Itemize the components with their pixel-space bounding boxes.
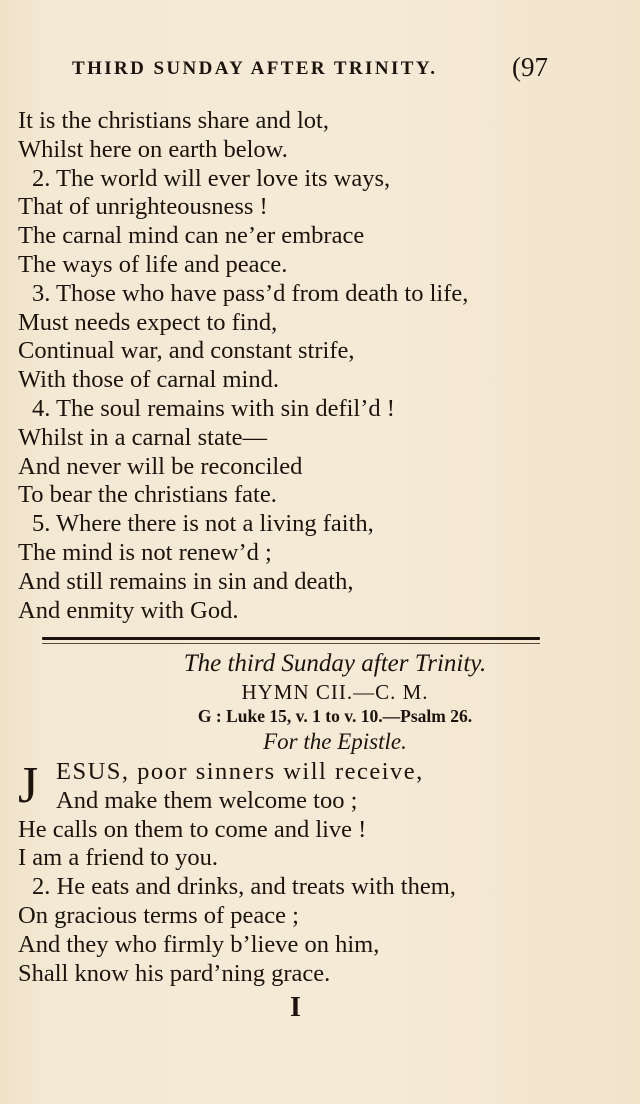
second-line: And make them welcome too ;: [56, 786, 358, 814]
section-heading: [0, 648, 640, 756]
verse-line: The carnal mind can ne’er embrace: [18, 222, 365, 250]
hymn-line: I am a friend to you.: [18, 844, 219, 872]
first-line-rest: ESUS, poor sinners will receive,: [56, 758, 424, 785]
hymn-verses-continued: [18, 107, 618, 625]
verse-line: Continual war, and constant strife,: [18, 337, 355, 365]
hymn-number-title: HYMN CII.—C. M.: [241, 680, 429, 704]
verse-line: Must needs expect to find,: [18, 308, 278, 336]
verse-line: That of unrighteousness !: [18, 193, 268, 221]
verse-line: It is the christians share and lot,: [18, 107, 329, 134]
section-divider-rule: [42, 637, 540, 640]
running-title: THIRD SUNDAY AFTER TRINITY.: [72, 58, 438, 79]
verse-line: To bear the christians fate.: [18, 481, 277, 509]
drop-cap: J: [18, 757, 39, 814]
verse-line: The ways of life and peace.: [18, 250, 288, 278]
verse-line: 3. Those who have pass’d from death to life,: [32, 279, 469, 307]
verse-line: 2. The world will ever love its ways,: [32, 164, 391, 192]
verse-line: 5. Where there is not a living faith,: [32, 510, 374, 538]
page-number: (97: [512, 52, 548, 82]
catchword-signature: I: [290, 992, 301, 1023]
epistle-heading: For the Epistle.: [263, 729, 407, 754]
gospel-reference: G : Luke 15, v. 1 to v. 10.—Psalm 26.: [197, 706, 473, 726]
opening-lines: [18, 758, 618, 816]
hymn-line: On gracious terms of peace ;: [18, 901, 299, 929]
verse-line: And still remains in sin and death,: [18, 567, 354, 595]
hymn-line: And they who firmly b’lieve on him,: [18, 930, 380, 958]
verse-line: And never will be reconciled: [18, 452, 303, 480]
verse-line: Whilst here on earth below.: [18, 135, 288, 163]
verse-line: With those of carnal mind.: [18, 366, 279, 394]
sunday-title: The third Sunday after Trinity.: [183, 650, 487, 677]
verse-line: Whilst in a carnal state—: [18, 423, 267, 451]
page-header: [0, 52, 640, 88]
hymn-line: Shall know his pard’ning grace.: [18, 959, 331, 987]
verse-line: The mind is not renew’d ;: [18, 538, 272, 566]
hymn-text: [18, 758, 618, 988]
verse-line: 4. The soul remains with sin defil’d !: [32, 394, 395, 422]
hymn-line: 2. He eats and drinks, and treats with them,: [32, 873, 456, 901]
verse-line: And enmity with God.: [18, 596, 239, 624]
hymn-line: He calls on them to come and live !: [18, 815, 367, 843]
section-divider-hairline: [42, 643, 540, 644]
